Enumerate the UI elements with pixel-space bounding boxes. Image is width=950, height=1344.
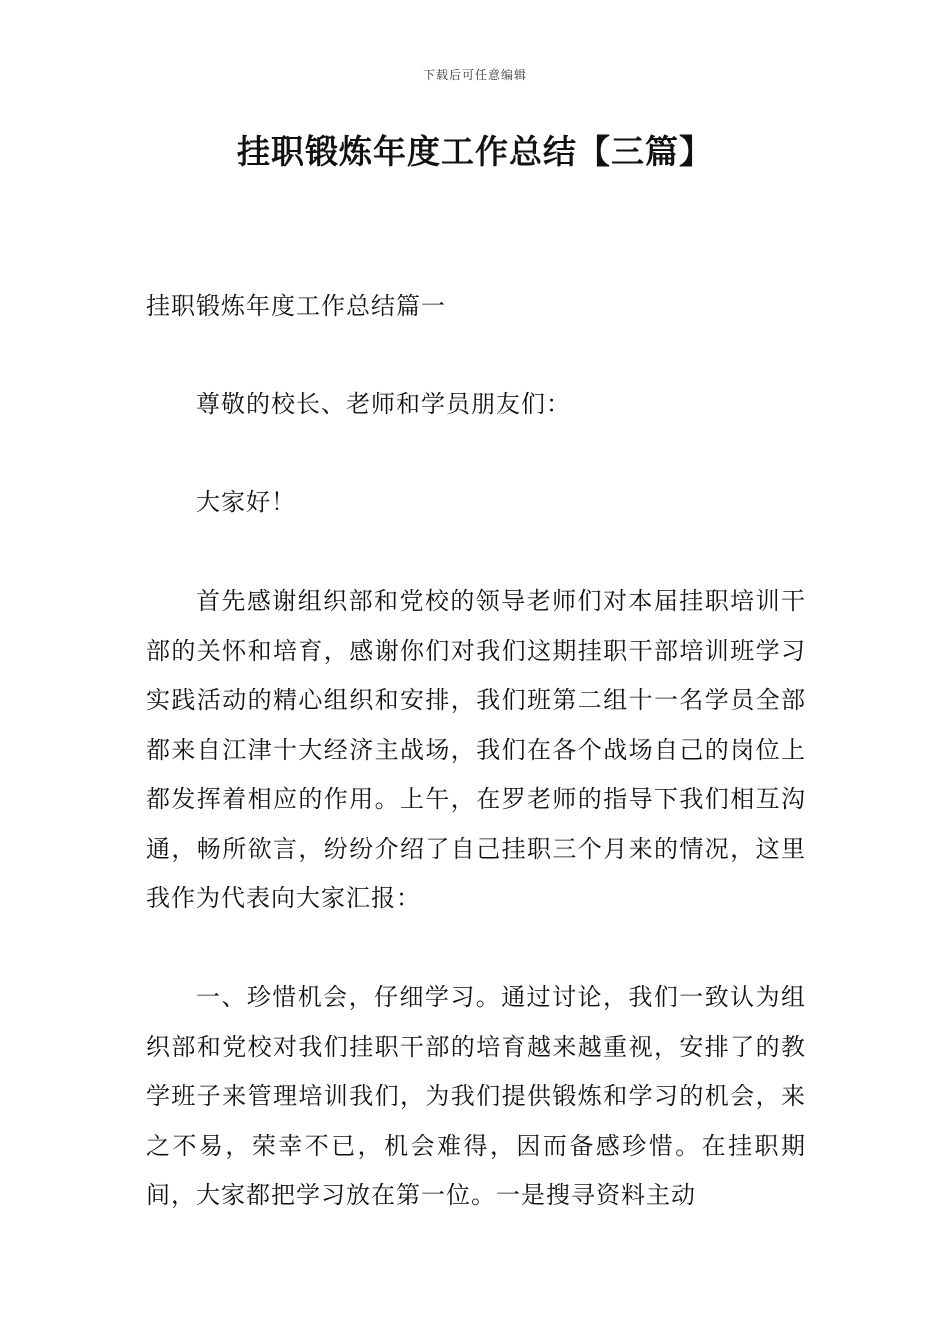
- section-heading: 挂职锻炼年度工作总结篇一: [146, 292, 446, 320]
- paragraph-2: 一、珍惜机会，仔细学习。通过讨论，我们一致认为组织部和党校对我们挂职干部的培育越来越重视，安排了的教学班子来管理培训我们，为我们提供锻炼和学习的机会，来之不易，荣幸不已，机会难得，因而备感珍惜。在挂职期间，大家都把学习放在第一位。一是搜寻资料主动: [146, 983, 806, 1209]
- document-title: 挂职锻炼年度工作总结【三篇】: [237, 132, 713, 171]
- salutation: 尊敬的校长、老师和学员朋友们：: [196, 390, 571, 418]
- header-note: 下载后可任意编辑: [422, 68, 527, 82]
- greeting: 大家好！: [196, 488, 296, 516]
- paragraph-1: 首先感谢组织部和党校的领导老师们对本届挂职培训干部的关怀和培育，感谢你们对我们这期挂职干部培训班学习实践活动的精心组织和安排，我们班第二组十一名学员全部都来自江津十大经济主战场，我们在各个战场自己的岗位上都发挥着相应的作用。上午，在罗老师的指导下我们相互沟通，畅所欲言，纷纷介绍了自己挂职三个月来的情况，这里我作为代表向大家汇报：: [146, 587, 806, 912]
